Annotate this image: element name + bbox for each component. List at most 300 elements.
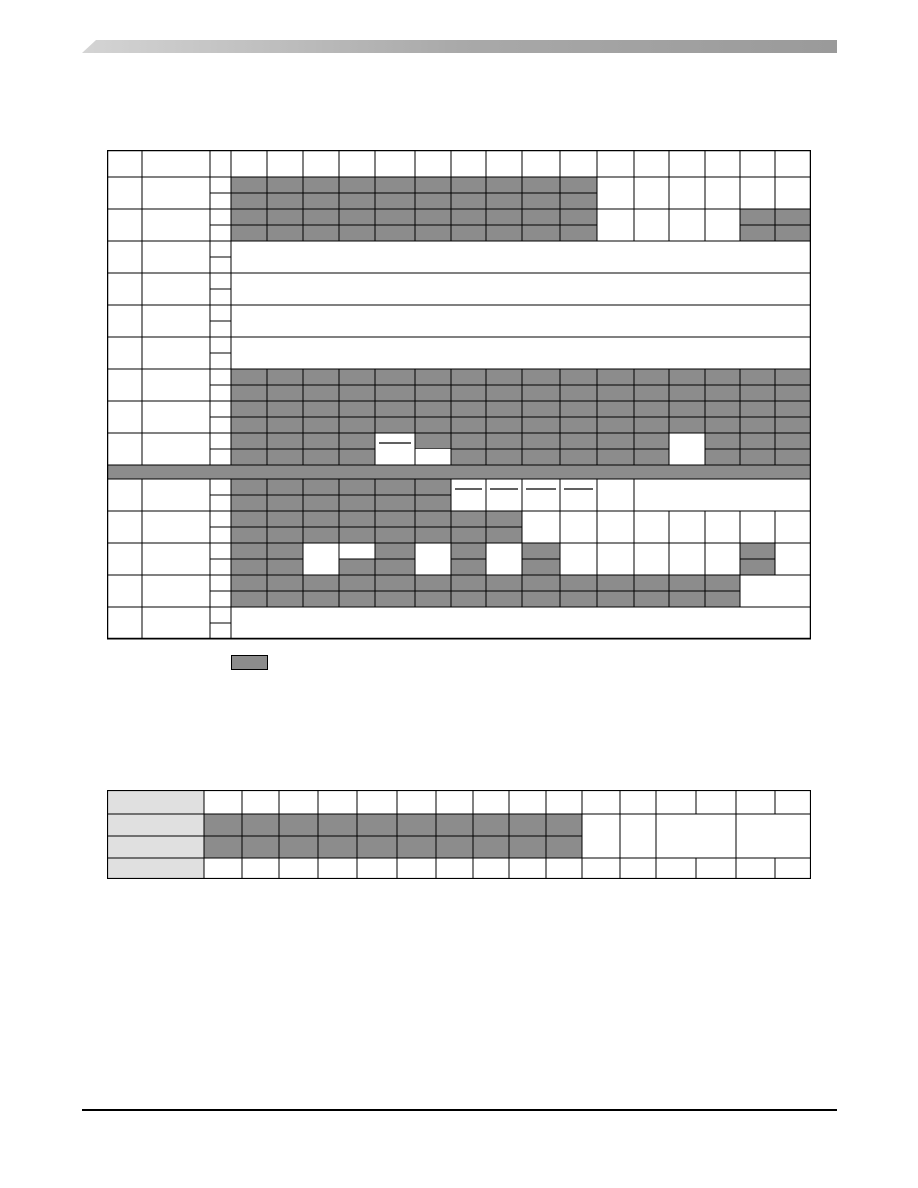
reserved-bit — [705, 401, 740, 417]
register-bit-diagram — [107, 790, 811, 879]
bit-cell — [339, 543, 375, 559]
register-name-cell — [142, 543, 210, 575]
bit-cell — [634, 511, 669, 527]
reserved-bit — [451, 177, 486, 193]
bit-cell — [597, 495, 634, 511]
bit-cell — [634, 225, 669, 241]
reserved-bit — [740, 385, 775, 401]
reserved-bit — [267, 193, 303, 209]
reserved-bit — [560, 433, 597, 449]
reserved-bit — [303, 527, 339, 543]
reserved-bit — [597, 369, 634, 385]
rw-cell-w — [210, 449, 231, 465]
reserved-bit — [339, 449, 375, 465]
reserved-bit — [267, 559, 303, 575]
reserved-bit — [705, 369, 740, 385]
diagram-bit-header — [357, 790, 397, 814]
reserved-bit — [560, 369, 597, 385]
bit-cell — [705, 225, 740, 241]
reserved-bit — [740, 209, 775, 225]
reserved-bit — [375, 543, 415, 559]
reserved-bit — [669, 369, 705, 385]
bit-cell — [597, 225, 634, 241]
diagram-label-write — [107, 836, 204, 858]
reserved-bit — [415, 433, 451, 449]
reserved-bit — [339, 495, 375, 511]
bit-cell — [669, 177, 705, 193]
reserved-bit — [375, 559, 415, 575]
reserved-bit — [267, 401, 303, 417]
reserved-bit — [486, 511, 522, 527]
reserved-bit — [375, 225, 415, 241]
reserved-bit — [231, 417, 267, 433]
diagram-reset-cell — [582, 858, 620, 879]
rw-cell-w — [210, 289, 231, 305]
reserved-bit — [451, 433, 486, 449]
header-bar — [82, 40, 837, 53]
bit-cell — [597, 543, 634, 559]
diagram-reserved-read — [473, 814, 509, 836]
diagram-bit-header — [397, 790, 436, 814]
diagram-reset-cell — [318, 858, 357, 879]
reserved-bit — [451, 449, 486, 465]
reserved-bit — [486, 369, 522, 385]
reserved-bit — [415, 417, 451, 433]
bit-cell — [522, 527, 560, 543]
reserved-bit — [231, 225, 267, 241]
bit-cell — [597, 527, 634, 543]
bit-cell — [775, 177, 811, 193]
register-name-cell — [142, 511, 210, 543]
bit-cell — [669, 433, 705, 449]
footer-rule — [82, 1109, 837, 1111]
reserved-bit — [669, 575, 705, 591]
register-name-cell — [142, 479, 210, 511]
reserved-bit — [231, 575, 267, 591]
bit-cell — [669, 209, 705, 225]
offset-cell — [107, 575, 142, 607]
diagram-reserved-read — [397, 814, 436, 836]
bit-cell — [415, 543, 451, 559]
reserved-bit — [375, 193, 415, 209]
register-name-cell — [142, 607, 210, 639]
reserved-bit — [303, 225, 339, 241]
rw-cell-r — [210, 543, 231, 559]
reserved-bit — [597, 433, 634, 449]
diagram-field-cell — [620, 814, 656, 858]
reserved-bit — [705, 385, 740, 401]
diagram-reserved-read — [318, 814, 357, 836]
reserved-bit — [267, 479, 303, 495]
offset-cell — [107, 479, 142, 511]
offset-cell — [107, 369, 142, 401]
reserved-bit — [339, 209, 375, 225]
reserved-bit — [303, 193, 339, 209]
reserved-bit — [451, 385, 486, 401]
rw-cell-r — [210, 177, 231, 193]
rw-cell-r — [210, 401, 231, 417]
reserved-bit — [705, 591, 740, 607]
reserved-bit — [339, 559, 375, 575]
diagram-reset-cell — [656, 858, 696, 879]
reserved-bit — [486, 591, 522, 607]
diagram-reserved-read — [357, 814, 397, 836]
bit-cell — [775, 527, 811, 543]
reserved-bit — [775, 417, 811, 433]
reserved-bit — [451, 559, 486, 575]
reserved-bit — [634, 433, 669, 449]
bit-cell — [486, 495, 522, 511]
reserved-bit — [375, 401, 415, 417]
reserved-bit — [522, 401, 560, 417]
reserved-bit — [231, 449, 267, 465]
rw-cell-w — [210, 591, 231, 607]
offset-cell — [107, 241, 142, 273]
register-name-cell — [142, 209, 210, 241]
offset-cell — [107, 305, 142, 337]
reserved-bit — [231, 401, 267, 417]
reserved-bit — [267, 543, 303, 559]
reserved-bit — [522, 209, 560, 225]
diagram-bit-header — [656, 790, 696, 814]
diagram-bit-header — [279, 790, 318, 814]
register-name-cell — [142, 305, 210, 337]
reserved-bit — [451, 543, 486, 559]
reserved-bit — [267, 177, 303, 193]
reserved-bit — [375, 385, 415, 401]
offset-cell — [107, 209, 142, 241]
reserved-bit — [597, 385, 634, 401]
bit-cell — [560, 495, 597, 511]
register-name-cell — [142, 433, 210, 465]
bit-cell — [705, 559, 740, 575]
offset-cell — [107, 433, 142, 465]
reserved-bit — [375, 209, 415, 225]
reserved-bit — [522, 369, 560, 385]
reserved-bit — [303, 495, 339, 511]
rw-cell-r — [210, 511, 231, 527]
reserved-bit — [339, 177, 375, 193]
span-field-cell — [231, 337, 811, 369]
reserved-bit — [231, 193, 267, 209]
bit-cell — [705, 193, 740, 209]
bit-cell — [597, 479, 634, 495]
diagram-reserved-write — [242, 836, 279, 858]
bit-cell — [597, 193, 634, 209]
diagram-reserved-write — [318, 836, 357, 858]
reserved-bit — [339, 369, 375, 385]
reserved-bit — [486, 209, 522, 225]
reserved-bit — [267, 209, 303, 225]
reserved-bit — [231, 177, 267, 193]
reserved-bit — [451, 401, 486, 417]
reserved-bit — [415, 575, 451, 591]
offset-cell — [107, 511, 142, 543]
reserved-bit — [560, 591, 597, 607]
open-field-cell — [740, 575, 811, 607]
reserved-bit — [740, 369, 775, 385]
rw-cell-r — [210, 337, 231, 353]
span-field-cell — [231, 305, 811, 337]
diagram-reserved-write — [436, 836, 473, 858]
diagram-reset-cell — [473, 858, 509, 879]
bit-cell — [775, 193, 811, 209]
diagram-reset-cell — [436, 858, 473, 879]
diagram-reserved-write — [397, 836, 436, 858]
reserved-bit — [267, 495, 303, 511]
rw-cell-r — [210, 305, 231, 321]
reserved-bit — [231, 369, 267, 385]
bit-cell — [303, 543, 339, 559]
reserved-bit — [451, 225, 486, 241]
reserved-bit — [669, 385, 705, 401]
reserved-bit — [775, 433, 811, 449]
reserved-bit — [522, 433, 560, 449]
register-name-cell — [142, 273, 210, 305]
reserved-bit — [267, 225, 303, 241]
bit-cell — [740, 177, 775, 193]
diagram-bit-header — [436, 790, 473, 814]
rw-cell-w — [210, 527, 231, 543]
reserved-bit — [231, 433, 267, 449]
rw-cell-r — [210, 575, 231, 591]
reserved-bit — [451, 591, 486, 607]
reserved-bit — [486, 433, 522, 449]
reserved-bit — [486, 527, 522, 543]
bit-cell — [705, 209, 740, 225]
reserved-bit — [339, 401, 375, 417]
reserved-bit — [303, 479, 339, 495]
reserved-bit — [705, 575, 740, 591]
reserved-bit — [597, 417, 634, 433]
reserved-bit — [303, 369, 339, 385]
bit-cell — [634, 177, 669, 193]
diagram-bit-header — [242, 790, 279, 814]
reserved-bit — [415, 369, 451, 385]
reserved-bit — [339, 511, 375, 527]
diagram-reserved-read — [509, 814, 546, 836]
reserved-bit — [775, 401, 811, 417]
reserved-bit — [522, 449, 560, 465]
reserved-bit — [560, 177, 597, 193]
reserved-bit — [597, 575, 634, 591]
bit-cell — [560, 559, 597, 575]
rw-cell-r — [210, 241, 231, 257]
reserved-bit — [740, 543, 775, 559]
reserved-bit — [375, 479, 415, 495]
diagram-reserved-read — [546, 814, 582, 836]
reserved-bit — [634, 591, 669, 607]
bit-cell — [522, 479, 560, 495]
diagram-reset-cell — [546, 858, 582, 879]
bit-cell — [669, 225, 705, 241]
reserved-bit — [740, 417, 775, 433]
reserved-bit — [740, 225, 775, 241]
diagram-field-cell — [736, 814, 811, 858]
bit-cell — [705, 527, 740, 543]
diagram-bit-header — [582, 790, 620, 814]
rw-cell-w — [210, 257, 231, 273]
bit-cell — [775, 511, 811, 527]
register-name-cell — [142, 401, 210, 433]
rw-cell-r — [210, 273, 231, 289]
reserved-bit — [522, 559, 560, 575]
diagram-reset-cell — [357, 858, 397, 879]
reserved-bit — [775, 209, 811, 225]
reserved-bit — [339, 417, 375, 433]
reserved-bit — [375, 527, 415, 543]
bit-cell — [375, 433, 415, 449]
reserved-bit — [522, 193, 560, 209]
reserved-bit — [339, 225, 375, 241]
diagram-field-cell — [656, 814, 736, 858]
register-name-cell — [142, 177, 210, 209]
bit-cell — [669, 543, 705, 559]
span-field-cell — [231, 241, 811, 273]
reserved-bit — [486, 225, 522, 241]
bit-cell — [597, 209, 634, 225]
offset-cell — [107, 401, 142, 433]
reserved-bit — [669, 401, 705, 417]
bit-cell — [597, 511, 634, 527]
diagram-bit-header — [204, 790, 242, 814]
reserved-bit — [375, 369, 415, 385]
reserved-bit — [375, 495, 415, 511]
reserved-bit — [634, 449, 669, 465]
reserved-bit — [303, 401, 339, 417]
reserved-bit — [267, 449, 303, 465]
reserved-bit — [634, 385, 669, 401]
reserved-bit — [669, 591, 705, 607]
reserved-bit — [775, 449, 811, 465]
bit-cell — [560, 479, 597, 495]
reserved-bit — [486, 417, 522, 433]
reserved-bit — [267, 369, 303, 385]
bit-cell — [740, 193, 775, 209]
reserved-bit — [560, 193, 597, 209]
reserved-bit — [303, 417, 339, 433]
reserved-bit — [231, 209, 267, 225]
reserved-bit — [303, 591, 339, 607]
reserved-bit — [740, 401, 775, 417]
bit-cell — [634, 527, 669, 543]
reserved-bit — [267, 417, 303, 433]
diagram-reset-cell — [775, 858, 811, 879]
bit-cell — [705, 511, 740, 527]
reserved-bit — [415, 401, 451, 417]
reserved-bit — [267, 527, 303, 543]
diagram-reset-cell — [242, 858, 279, 879]
reserved-bit — [486, 385, 522, 401]
bit-cell — [560, 527, 597, 543]
reserved-bit — [231, 527, 267, 543]
bit-cell — [669, 511, 705, 527]
rw-cell-r — [210, 433, 231, 449]
bit-cell — [560, 543, 597, 559]
bit-cell — [560, 511, 597, 527]
bit-cell — [486, 543, 522, 559]
reserved-bit — [415, 591, 451, 607]
reserved-bit — [415, 495, 451, 511]
reserved-bit — [775, 385, 811, 401]
reserved-bit — [597, 449, 634, 465]
legend-reserved-swatch — [231, 655, 268, 670]
diagram-bit-header — [473, 790, 509, 814]
bit-cell — [451, 479, 486, 495]
diagram-reserved-write — [279, 836, 318, 858]
diagram-reserved-read — [242, 814, 279, 836]
bit-cell — [375, 449, 415, 465]
reserved-bit — [415, 209, 451, 225]
reserved-bit — [705, 417, 740, 433]
bit-cell — [740, 527, 775, 543]
diagram-reset-cell — [696, 858, 736, 879]
reserved-bit — [231, 511, 267, 527]
reserved-bit — [339, 193, 375, 209]
reserved-bit — [560, 449, 597, 465]
bit-cell — [634, 193, 669, 209]
reserved-bit — [486, 575, 522, 591]
offset-cell — [107, 607, 142, 639]
register-name-cell — [142, 337, 210, 369]
diagram-bit-header — [509, 790, 546, 814]
reserved-bit — [415, 527, 451, 543]
bit-cell — [669, 193, 705, 209]
rw-cell-w — [210, 321, 231, 337]
bit-cell — [597, 177, 634, 193]
reserved-bit — [522, 543, 560, 559]
reserved-bit — [303, 449, 339, 465]
diagram-label-header — [107, 790, 204, 814]
reserved-bit — [560, 401, 597, 417]
rw-cell-r — [210, 209, 231, 225]
reserved-bit — [303, 433, 339, 449]
reserved-bit — [451, 417, 486, 433]
diagram-field-cell — [582, 814, 620, 858]
reserved-bit — [740, 449, 775, 465]
bit-cell — [669, 559, 705, 575]
rw-cell-w — [210, 623, 231, 639]
bit-cell — [415, 559, 451, 575]
reserved-bit — [303, 385, 339, 401]
register-name-cell — [142, 241, 210, 273]
open-field-cell — [634, 479, 811, 511]
reserved-bit — [375, 591, 415, 607]
reserved-bit — [231, 543, 267, 559]
rw-cell-w — [210, 559, 231, 575]
offset-cell — [107, 273, 142, 305]
rw-cell-w — [210, 385, 231, 401]
bit-cell — [634, 543, 669, 559]
reserved-bit — [339, 591, 375, 607]
reserved-bit — [634, 575, 669, 591]
span-field-cell — [231, 273, 811, 305]
reserved-bit — [634, 417, 669, 433]
diagram-reserved-write — [204, 836, 242, 858]
reserved-bit — [522, 385, 560, 401]
bit-cell — [486, 559, 522, 575]
reserved-bit — [415, 479, 451, 495]
bit-cell — [522, 511, 560, 527]
bit-cell — [705, 543, 740, 559]
reserved-bit — [669, 417, 705, 433]
reserved-bit — [486, 449, 522, 465]
reserved-bit — [375, 177, 415, 193]
reserved-bit — [705, 433, 740, 449]
reserved-bit — [775, 225, 811, 241]
bit-cell — [451, 495, 486, 511]
reserved-bit — [267, 591, 303, 607]
